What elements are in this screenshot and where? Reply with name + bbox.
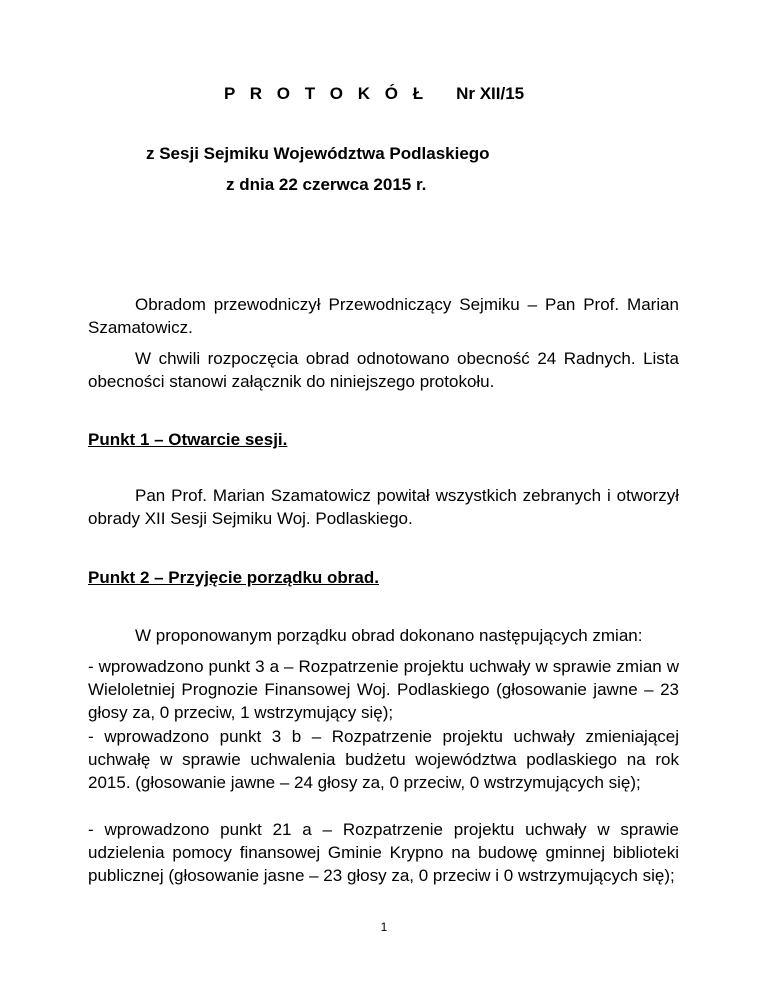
heading-point-1: Punkt 1 – Otwarcie sesji. bbox=[88, 430, 288, 449]
paragraph-attendance-text: W chwili rozpoczęcia obrad odnotowano obecność 24 Radnych. Lista obecności stanowi załącznik do niniejszego protokołu. bbox=[88, 349, 679, 391]
paragraph-attendance bbox=[88, 347, 679, 393]
list-item: - wprowadzono punkt 3 a – Rozpatrzenie projektu uchwały w sprawie zmian w Wieloletniej Prognozie Finansowej Woj. Podlaskiego (głosowanie jawne – 23 głosy za, 0 przeciw, 1 wstrzymujący się); bbox=[88, 657, 679, 722]
document-title bbox=[224, 84, 524, 104]
paragraph-point-2-intro-text: W proponowanym porządku obrad dokonano następujących zmian: bbox=[135, 626, 643, 645]
paragraph-chair bbox=[88, 293, 679, 339]
paragraph-point-1-text: Pan Prof. Marian Szamatowicz powitał wszystkich zebranych i otworzył obrady XII Sesji Sejmiku Woj. Podlaskiego. bbox=[88, 486, 679, 528]
page-number: 1 bbox=[380, 920, 388, 934]
subtitle-session: z Sesji Sejmiku Województwa Podlaskiego bbox=[146, 144, 490, 163]
subtitle-date: z dnia 22 czerwca 2015 r. bbox=[226, 175, 427, 194]
list-item: - wprowadzono punkt 21 a – Rozpatrzenie projektu uchwały w sprawie udzielenia pomocy finansowej Gminie Krypno na budowę gminnej biblioteki publicznej (głosowanie jasne – 23 głosy za, 0 przeciw i 0 wstrzymujących się); bbox=[88, 820, 679, 885]
title-protokol: P R O T O K Ó Ł bbox=[224, 84, 429, 103]
paragraph-chair-text: Obradom przewodniczył Przewodniczący Sejmiku – Pan Prof. Marian Szamatowicz. bbox=[88, 295, 679, 337]
paragraph-point-1 bbox=[88, 484, 679, 530]
list-item: - wprowadzono punkt 3 b – Rozpatrzenie projektu uchwały zmieniającej uchwałę w sprawie uchwalenia budżetu województwa podlaskiego na rok 2015. (głosowanie jawne – 24 głosy za, 0 przeciw, 0 wstrzymujących się); bbox=[88, 727, 679, 792]
heading-point-2: Punkt 2 – Przyjęcie porządku obrad. bbox=[88, 568, 379, 587]
paragraph-point-2-intro bbox=[88, 624, 679, 647]
title-number: Nr XII/15 bbox=[456, 84, 525, 103]
